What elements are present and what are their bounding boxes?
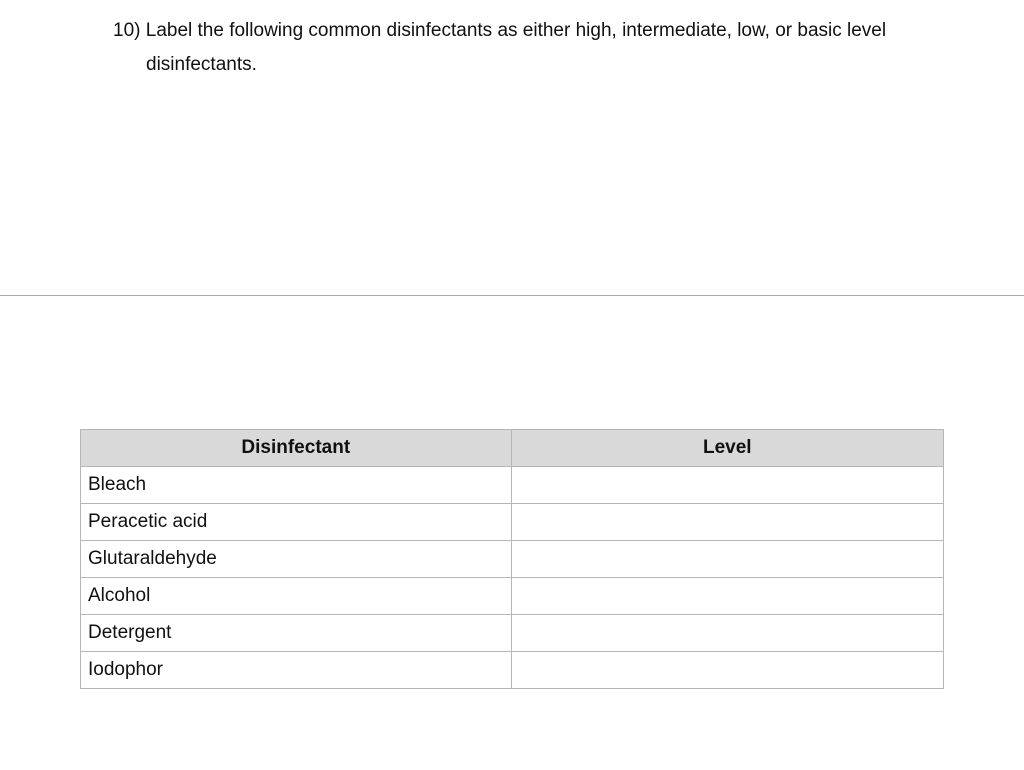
question-prompt: Label the following common disinfectants as either high, intermediate, low, or basic level bbox=[145, 20, 887, 41]
question-line-1 bbox=[113, 14, 973, 48]
table-row bbox=[81, 652, 944, 689]
table-row bbox=[81, 467, 944, 504]
level-cell[interactable] bbox=[511, 615, 943, 652]
page-divider bbox=[0, 295, 1024, 296]
level-cell[interactable] bbox=[511, 652, 943, 689]
disinfectant-cell: Iodophor bbox=[81, 652, 512, 689]
question-text bbox=[113, 14, 973, 82]
level-cell[interactable] bbox=[511, 504, 943, 541]
disinfectant-cell: Alcohol bbox=[81, 578, 512, 615]
disinfectant-cell: Detergent bbox=[81, 615, 512, 652]
disinfectant-cell: Glutaraldehyde bbox=[81, 541, 512, 578]
question-number: 10) bbox=[113, 20, 141, 41]
disinfectant-cell: Bleach bbox=[81, 467, 512, 504]
disinfectant-level-table bbox=[80, 429, 944, 689]
level-cell[interactable] bbox=[511, 578, 943, 615]
header-disinfectant: Disinfectant bbox=[81, 430, 512, 467]
table-row bbox=[81, 541, 944, 578]
header-level: Level bbox=[511, 430, 943, 467]
table-header-row bbox=[81, 430, 944, 467]
level-cell[interactable] bbox=[511, 467, 943, 504]
question-line-2: disinfectants. bbox=[146, 54, 257, 75]
level-cell[interactable] bbox=[511, 541, 943, 578]
table-row bbox=[81, 504, 944, 541]
disinfectant-cell: Peracetic acid bbox=[81, 504, 512, 541]
table-row bbox=[81, 578, 944, 615]
table-row bbox=[81, 615, 944, 652]
